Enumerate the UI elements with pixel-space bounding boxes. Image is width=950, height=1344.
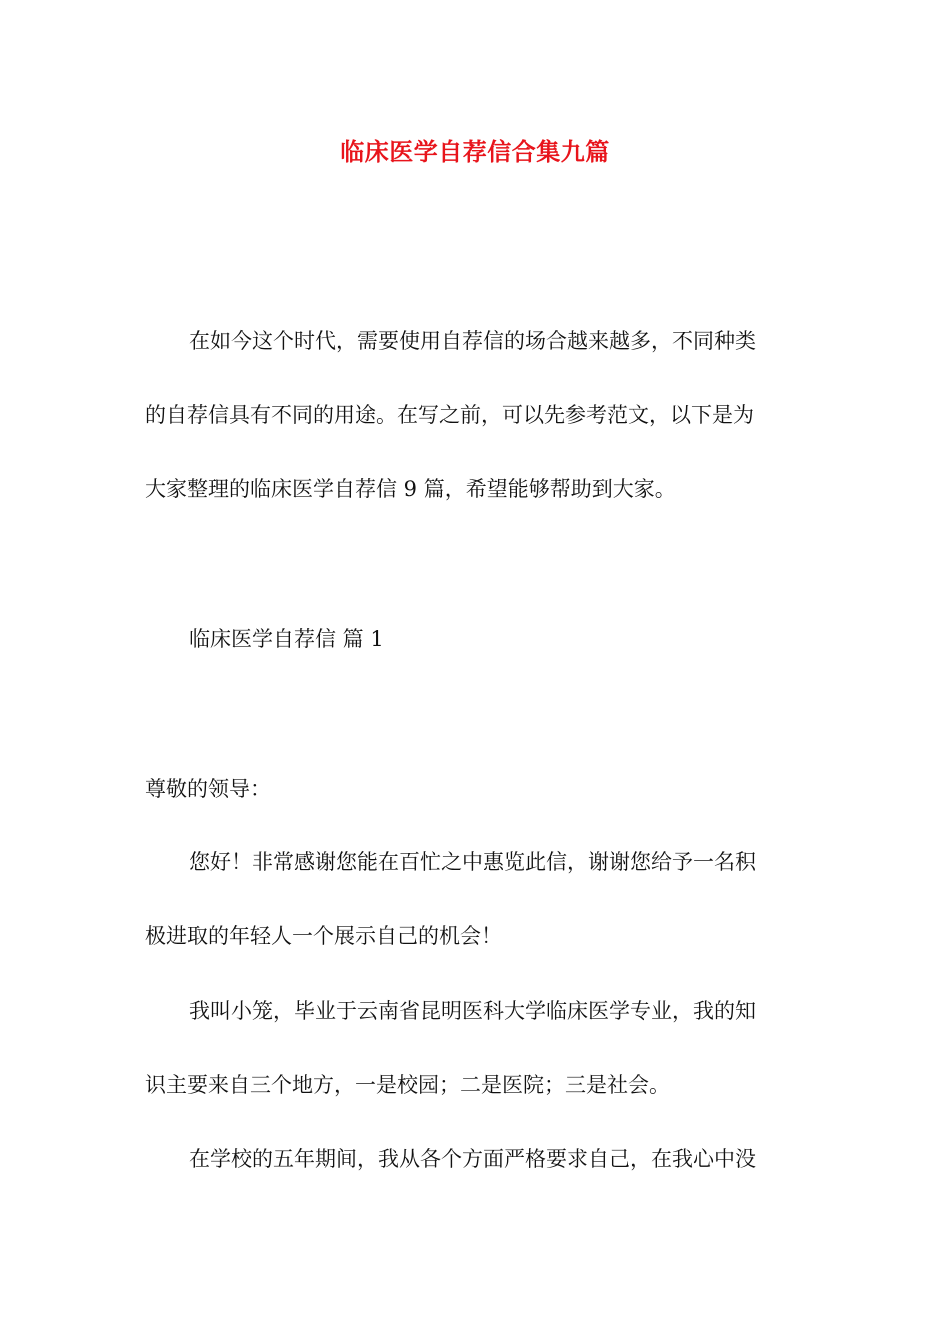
body-line-4: 识主要来自三个地方，一是校园；二是医院；三是社会。 <box>145 1073 670 1097</box>
body-line-5: 在学校的五年期间，我从各个方面严格要求自己，在我心中没 <box>189 1147 756 1171</box>
intro-line-2: 的自荐信具有不同的用途。在写之前，可以先参考范文，以下是为 <box>145 403 754 427</box>
intro-line-3: 大家整理的临床医学自荐信 9 篇，希望能够帮助到大家。 <box>145 477 676 501</box>
intro-line-1: 在如今这个时代，需要使用自荐信的场合越来越多，不同种类 <box>189 329 756 353</box>
section-heading: 临床医学自荐信 篇 1 <box>189 627 384 651</box>
body-line-2: 极进取的年轻人一个展示自己的机会！ <box>145 924 502 948</box>
document-title: 临床医学自荐信合集九篇 <box>340 137 610 166</box>
salutation: 尊敬的领导： <box>145 777 271 801</box>
body-line-3: 我叫小笼，毕业于云南省昆明医科大学临床医学专业，我的知 <box>189 999 756 1023</box>
body-line-1: 您好！非常感谢您能在百忙之中惠览此信，谢谢您给予一名积 <box>189 850 756 874</box>
